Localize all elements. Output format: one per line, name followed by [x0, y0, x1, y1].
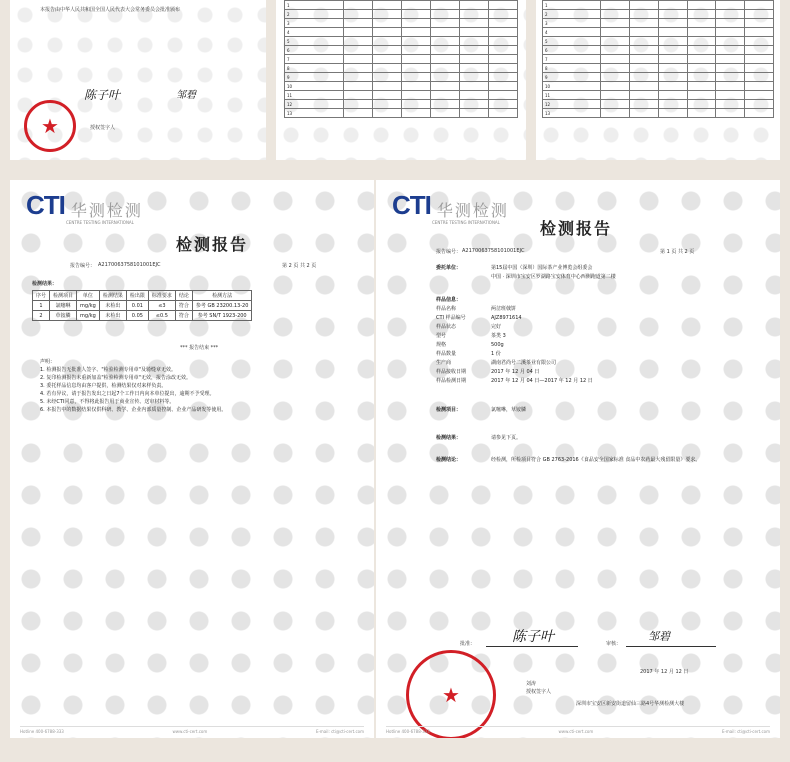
- client-value: 第15届中国（深圳）国际茶产业博览会组委会: [491, 265, 593, 271]
- reviewer-line: [626, 646, 716, 647]
- signature-1: 陈子叶: [84, 88, 121, 102]
- sample-field-label: 生产商: [436, 360, 452, 366]
- top-note: 本报告由中华人民共和国全国人民代表大会常务委员会批准颁布: [40, 7, 181, 13]
- approver-signature: 陈子叶: [512, 629, 554, 645]
- page-info: 第 2 页 共 2 页: [282, 263, 317, 269]
- sample-field-value: 1 份: [491, 351, 501, 357]
- note-item: 1. 检测报告无批准人签字、"检验检测专用章"及骑缝章无效。: [40, 367, 176, 373]
- top-right-table: 1 2 3 4 5 6 7 8 9 10 11 12 13: [542, 0, 774, 118]
- sample-info-label: 样品信息：: [436, 297, 462, 303]
- table-header: 序号: [33, 291, 50, 301]
- sample-field-label: 样品接收日期: [436, 369, 467, 375]
- table-cell: 0.05: [126, 311, 148, 321]
- sample-field-value: 两岔班戟饼: [491, 306, 517, 312]
- table-cell: mg/kg: [77, 311, 100, 321]
- cti-logo-text: CTI: [392, 190, 431, 220]
- note-item: 6. 本报告中的数据结果仅供科研、教学、企业内部质量控制、企业产品研发等使用。: [40, 407, 227, 413]
- sample-field: [436, 377, 593, 386]
- client-address: 中国 · 深圳市宝安区罗湖路宝安体育中心西侧跑道第二楼: [491, 274, 616, 280]
- conclusion-block: [436, 456, 736, 465]
- client-block: [436, 264, 616, 282]
- sample-field-label: 样品数量: [436, 351, 457, 357]
- sample-field-value: 2017 年 12 月 04 日—2017 年 12 月 12 日: [491, 378, 593, 384]
- sample-field-value: 茶类 3: [491, 333, 506, 339]
- footer-hotline: Hotline 400-6788-333: [386, 729, 430, 734]
- table-cell: 草铵膦: [50, 311, 77, 321]
- signatory-name: 刘涛: [526, 681, 537, 687]
- table-cell: 符合: [175, 301, 192, 311]
- footer-web: www.cti-cert.com: [558, 729, 594, 734]
- sample-field: [436, 368, 593, 377]
- reviewer-signature: 邹碧: [648, 630, 670, 643]
- cti-logo-text: CTI: [26, 190, 65, 220]
- table-cell: 未检出: [99, 301, 126, 311]
- sample-field-value: 完好: [491, 324, 502, 330]
- cti-logo-cn: 华测检测: [436, 201, 509, 220]
- top-right-sheet: [536, 0, 780, 160]
- results-table: [32, 290, 252, 321]
- sample-field-value: 500g: [491, 342, 504, 348]
- cti-logo-en: CENTRE TESTING INTERNATIONAL: [432, 220, 500, 225]
- sample-field: [436, 359, 593, 368]
- end-mark: *** 报告结束 ***: [180, 345, 219, 351]
- table-header: 检测结果: [99, 291, 126, 301]
- footer-email: E-mail: cti@cti-cert.com: [315, 729, 364, 734]
- official-seal: ★: [406, 650, 496, 738]
- signatory-role: 授权签字人: [526, 689, 552, 695]
- table-cell: 0.01: [126, 301, 148, 311]
- table-header: 标准要求: [148, 291, 175, 301]
- cti-logo-en: CENTRE TESTING INTERNATIONAL: [66, 220, 134, 225]
- test-items: 氯噻啉，草铵膦: [491, 407, 527, 413]
- test-result-label: 检测结果：: [436, 435, 462, 441]
- approver-label: 批准：: [460, 641, 476, 647]
- conclusion-label: 检测结论：: [436, 457, 462, 463]
- sample-field: [436, 332, 593, 341]
- test-items-label: 检测项目：: [436, 407, 462, 413]
- table-cell: 参考 SN/T 1923-200: [192, 311, 252, 321]
- client-label: 委托单位：: [436, 265, 462, 271]
- cti-logo: [392, 190, 509, 225]
- table-cell: ≤3: [148, 301, 175, 311]
- note-item: 5. 未经CTI同意，不得将此报告用于商业宣传、送审材料等。: [40, 399, 175, 405]
- sample-field-label: 规格: [436, 342, 447, 348]
- report-no: A2170063758101001EJC: [98, 262, 161, 268]
- notes-title: 声明：: [40, 359, 56, 365]
- sample-field-label: 型号: [436, 333, 447, 339]
- note-item: 4. 若有异议，请于报告发出之日起7个工作日内向本单位提出，逾期不予受理。: [40, 391, 215, 397]
- table-cell: 1: [33, 301, 50, 311]
- note-item: 3. 委托样品信息均由客户提供，检测结果仅对来样负责。: [40, 383, 167, 389]
- table-header: 结论: [175, 291, 192, 301]
- signature-2: 邹碧: [176, 90, 196, 101]
- table-cell: 氯噻啉: [50, 301, 77, 311]
- page-info: 第 1 页 共 2 页: [660, 249, 695, 255]
- table-cell: 2: [33, 311, 50, 321]
- footer: [386, 726, 770, 734]
- table-header: 检出限: [126, 291, 148, 301]
- footer-email: E-mail: cti@cti-cert.com: [721, 729, 770, 734]
- report-date: 2017 年 12 月 12 日: [640, 669, 689, 675]
- sample-field-value: 湖南君尚号二溪茶业有限公司: [491, 360, 557, 366]
- sample-field-label: 样品状态: [436, 324, 457, 330]
- approver-line: [486, 646, 578, 647]
- sample-field-label: 样品名称: [436, 306, 457, 312]
- conclusion: 经检测，所检项目符合 GB 2763-2016《食品安全国家标准 食品中农药最大残留限量》要求。: [491, 457, 701, 463]
- table-cell: ≤0.5: [148, 311, 175, 321]
- top-middle-sheet: [276, 0, 526, 160]
- signatory-label: 授权签字人: [90, 125, 116, 131]
- sample-field: [436, 341, 593, 350]
- sample-field-label: CTI 样品编号: [436, 315, 466, 321]
- report-title: 检测报告: [540, 219, 613, 238]
- report-no-label: 报告编号：: [436, 249, 462, 255]
- sample-info: [436, 296, 593, 386]
- sample-field: [436, 314, 593, 323]
- result-block: [436, 434, 521, 443]
- table-cell: 符合: [175, 311, 192, 321]
- sample-field: [436, 323, 593, 332]
- table-cell: 参考 GB 23200.13-20: [192, 301, 252, 311]
- reviewer-label: 审核：: [606, 641, 622, 647]
- official-seal-top: ★: [24, 100, 76, 152]
- test-result: 请参见下页。: [491, 435, 522, 441]
- report-no: A2170063758101001EJC: [462, 248, 525, 254]
- report-no-label: 报告编号：: [70, 263, 96, 269]
- sample-field: [436, 305, 593, 314]
- table-cell: mg/kg: [77, 301, 100, 311]
- sample-field-value: AJZ8971614: [491, 315, 522, 321]
- footer-hotline: Hotline 400-6788-333: [20, 729, 64, 734]
- report-page-2: [10, 180, 374, 738]
- top-left-sheet: [10, 0, 266, 160]
- table-header: 检测项目: [50, 291, 77, 301]
- notes: [40, 358, 226, 414]
- address-foot: 深圳市宝安区新安街道留仙三路4号华测检测大楼: [576, 701, 685, 707]
- table-header: 单位: [77, 291, 100, 301]
- table-row: [33, 311, 252, 321]
- note-item: 2. 复印检测报告未重新加盖"检验检测专用章"无效，报告涂改无效。: [40, 375, 191, 381]
- table-cell: 未检出: [99, 311, 126, 321]
- table-header: 检测方法: [192, 291, 252, 301]
- report-title: 检测报告: [176, 235, 249, 254]
- cti-logo-cn: 华测检测: [70, 201, 143, 220]
- footer: [20, 726, 364, 734]
- sample-field-value: 2017 年 12 月 04 日: [491, 369, 540, 375]
- footer-web: www.cti-cert.com: [172, 729, 208, 734]
- results-label: 检测结果：: [32, 281, 58, 287]
- cti-logo: [26, 190, 143, 225]
- sample-field: [436, 350, 593, 359]
- test-block: [436, 406, 526, 415]
- report-page-1: [376, 180, 780, 738]
- top-middle-table: 1 2 3 4 5 6 7 8 9 10 11 12 13: [284, 0, 518, 118]
- sample-field-label: 样品检测日期: [436, 378, 467, 384]
- table-row: [33, 301, 252, 311]
